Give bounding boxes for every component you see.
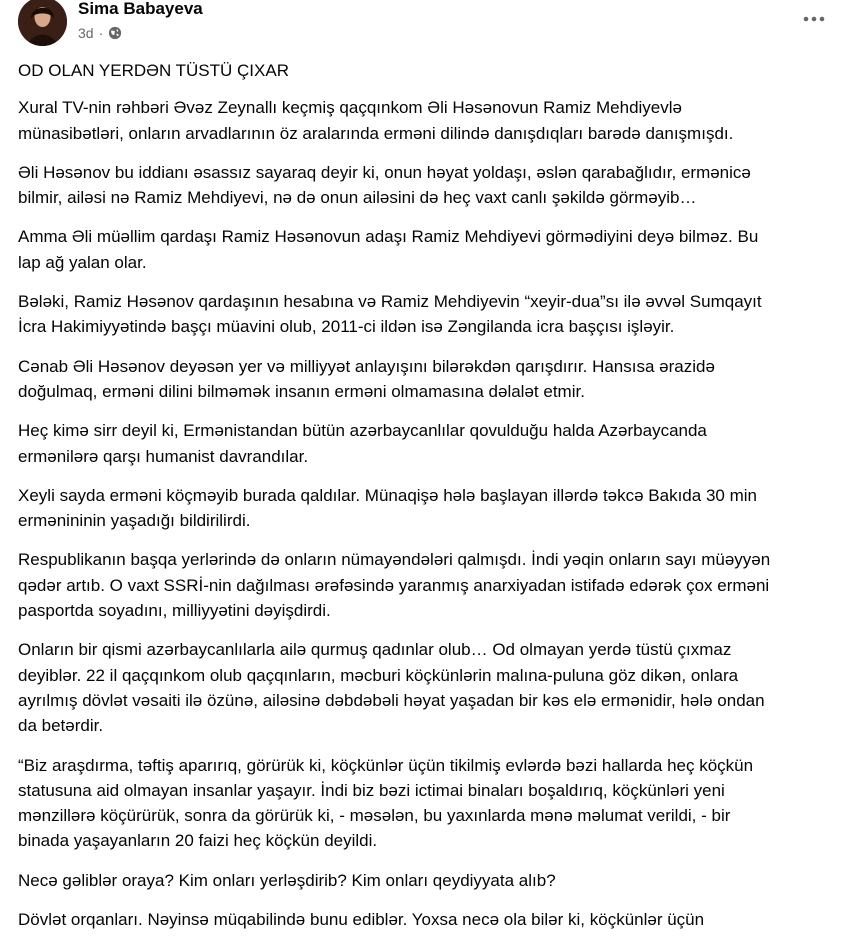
paragraph-line: Əli Həsənov bu iddianı əsassız sayaraq deyir ki, onun həyat yoldaşı, əslən qarabağlıdır, ermənicə bbox=[18, 162, 751, 182]
more-options-button[interactable] bbox=[800, 8, 828, 30]
post-title: OD OLAN YERDƏN TÜSTÜ ÇIXAR bbox=[18, 61, 289, 80]
paragraph-line: münasibətləri, onların arvadlarının öz aralarında erməni dilində danışdıqları barədə danışmışdı. bbox=[18, 123, 734, 143]
post-paragraph bbox=[18, 95, 838, 146]
paragraph-line: Respublikanın başqa yerlərində də onların nümayəndələri qalmışdı. İndi yəqin onların sayı müəyyən bbox=[18, 550, 771, 570]
paragraph-line: deyiblər. 22 il qaçqınkom olub qaçqınların, məcburi köçkünlərin malına-puluna göz dikən, onlara bbox=[18, 665, 739, 685]
paragraph-line: ermənilərə qarşı humanist davrandılar. bbox=[18, 446, 309, 466]
post-paragraph bbox=[18, 547, 838, 623]
post-paragraph bbox=[18, 224, 838, 275]
post-paragraph bbox=[18, 483, 838, 534]
paragraph-line: qədər artıb. O vaxt SSRİ-nin dağılması ərəfəsində yaranmış anarxiyadan istifadə edərək çox erməni bbox=[18, 575, 770, 595]
more-horizontal-icon bbox=[803, 16, 825, 22]
post-paragraph bbox=[18, 354, 838, 405]
paragraph-line: pasportda soyadını, milliyyətini dəyişdirdi. bbox=[18, 601, 331, 621]
paragraph-line: bilmir, ailəsi nə Ramiz Mehdiyevi, nə də onun ailəsini də heç vaxt canlı şəkildə görməyib… bbox=[18, 188, 697, 208]
paragraph-line: mənzillərə köçürürük, sonra da görürük ki, - məsələn, bu yaxınlarda mənə məlumat verildi, - bir bbox=[18, 806, 731, 826]
author-avatar[interactable] bbox=[18, 0, 67, 46]
paragraph-line: Xeyli sayda erməni köçməyib burada qaldılar. Münaqişə hələ başlayan illərdə təkcə Bakıda 30 min bbox=[18, 485, 757, 505]
post-paragraph bbox=[18, 907, 838, 932]
author-name[interactable]: Sima Babayeva bbox=[78, 0, 203, 18]
paragraph-line: Cənab Əli Həsənov deyəsən yer və milliyyət anlayışını bilərəkdən qarışdırır. Hansısa ərazidə bbox=[18, 356, 715, 376]
meta-separator: · bbox=[98, 25, 104, 41]
paragraph-line: Necə gəliblər oraya? Kim onları yerləşdirib? Kim onları qeydiyyata alıb? bbox=[18, 870, 556, 890]
paragraph-line: Heç kimə sirr deyil ki, Ermənistandan bütün azərbaycanlılar qovulduğu halda Azərbaycanda bbox=[18, 421, 707, 441]
post-paragraph bbox=[18, 753, 838, 854]
post-body bbox=[18, 58, 838, 946]
paragraph-line: binada yaşayanların 20 faizi heç köçkün deyildi. bbox=[18, 831, 378, 851]
post-paragraph bbox=[18, 868, 838, 893]
paragraph-line: Amma Əli müəllim qardaşı Ramiz Həsənovun adaşı Ramiz Mehdiyevi görmədiyini deyə bilməz. Bu bbox=[18, 227, 759, 247]
paragraph-line: ayrılmış dövlət vəsaiti ilə özünə, ailəsinə dəbdəbəli həyat yaşadan bir kəs elə ermənidir, hələ ondan bbox=[18, 690, 765, 710]
post-header bbox=[18, 0, 838, 48]
post-paragraph bbox=[18, 418, 838, 469]
paragraph-line: statusuna aid olmayan insanlar yaşayır. İndi biz bəzi ictimai binaları boşaldırıq, köçkünləri yeni bbox=[18, 780, 725, 800]
paragraph-line: da betərdir. bbox=[18, 716, 104, 736]
post-paragraphs bbox=[18, 95, 838, 932]
paragraph-line: İcra Hakimiyyətində başçı müavini olub, 2011-ci ildən isə Zəngilanda icra başçısı işləyir. bbox=[18, 317, 675, 337]
paragraph-line: Bələki, Ramiz Həsənov qardaşının hesabına və Ramiz Mehdiyevin “xeyir-dua”sı ilə əvvəl Sumqayıt bbox=[18, 292, 762, 312]
globe-icon[interactable] bbox=[108, 26, 122, 40]
paragraph-line: Dövlət orqanları. Nəyinsə müqabilində bunu ediblər. Yoxsa necə ola bilər ki, köçkünlər üçün bbox=[18, 910, 705, 930]
post-meta bbox=[78, 24, 122, 42]
post-paragraph bbox=[18, 637, 838, 738]
paragraph-line: doğulmaq, erməni dilini bilməmək insanın erməni olmamasına dəlalət etmir. bbox=[18, 381, 585, 401]
paragraph-line: ermənininin yaşadığı bildirilirdi. bbox=[18, 511, 251, 531]
post-paragraph bbox=[18, 160, 838, 211]
post-paragraph bbox=[18, 289, 838, 340]
avatar-photo bbox=[18, 0, 67, 46]
paragraph-line: Xural TV-nin rəhbəri Əvəz Zeynallı keçmiş qaçqınkom Əli Həsənovun Ramiz Mehdiyevlə bbox=[18, 98, 682, 118]
paragraph-line: Onların bir qismi azərbaycanlılarla ailə qurmuş qadınlar olub… Od olmayan yerdə tüstü çıxmaz bbox=[18, 640, 732, 660]
paragraph-line: “Biz araşdırma, təftiş aparırıq, görürük ki, köçkünlər üçün tikilmiş evlərdə bəzi hallarda heç köçkün bbox=[18, 755, 754, 775]
paragraph-line: lap ağ yalan olar. bbox=[18, 252, 147, 272]
post-time[interactable]: 3d bbox=[78, 25, 94, 41]
